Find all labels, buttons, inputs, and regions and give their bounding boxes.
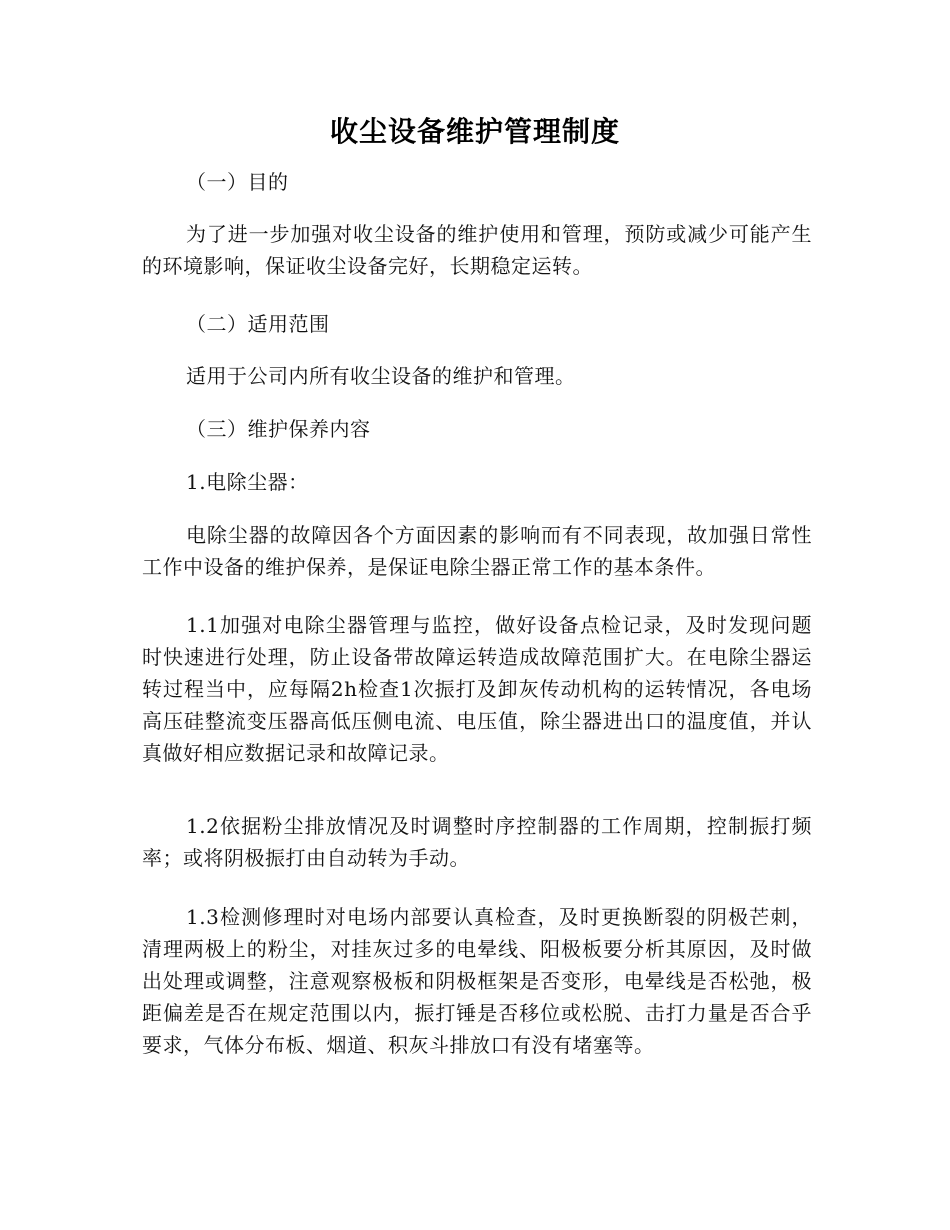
subsection-heading-esp: 1.电除尘器： (186, 470, 309, 494)
paragraph-purpose: 为了进一步加强对收尘设备的维护使用和管理，预防或减少可能产生的环境影响，保证收尘设备完好，长期稳定运转。 (142, 222, 812, 278)
paragraph-esp-intro: 电除尘器的故障因各个方面因素的影响而有不同表现，故加强日常性工作中设备的维护保养，是保证电除尘器正常工作的基本条件。 (142, 523, 812, 579)
paragraph-item-1-1: 1.1加强对电除尘器管理与监控，做好设备点检记录，及时发现问题时快速进行处理，防止设备带故障运转造成故障范围扩大。在电除尘器运转过程当中，应每隔2h检查1次振打及卸灰传动机构的运转情况，各电场高压硅整流变压器高低压侧电流、电压值，除尘器进出口的温度值，并认真做好相应数据记录和故障记录。 (142, 613, 812, 765)
section-heading-purpose: （一）目的 (186, 170, 289, 194)
paragraph-item-1-2: 1.2依据粉尘排放情况及时调整时序控制器的工作周期，控制振打频率；或将阴极振打由自动转为手动。 (142, 814, 812, 870)
paragraph-item-1-3: 1.3检测修理时对电场内部要认真检查，及时更换断裂的阴极芒刺，清理两极上的粉尘，对挂灰过多的电晕线、阳极板要分析其原因，及时做出处理或调整，注意观察极板和阴极框架是否变形，电晕线是否松弛，极距偏差是否在规定范围以内，振打锤是否移位或松脱、击打力量是否合乎要求，气体分布板、烟道、积灰斗排放口有没有堵塞等。 (142, 905, 812, 1057)
document-title: 收尘设备维护管理制度 (329, 115, 620, 148)
paragraph-scope: 适用于公司内所有收尘设备的维护和管理。 (186, 364, 576, 388)
section-heading-maintenance: （三）维护保养内容 (186, 417, 371, 441)
section-heading-scope: （二）适用范围 (186, 312, 330, 336)
